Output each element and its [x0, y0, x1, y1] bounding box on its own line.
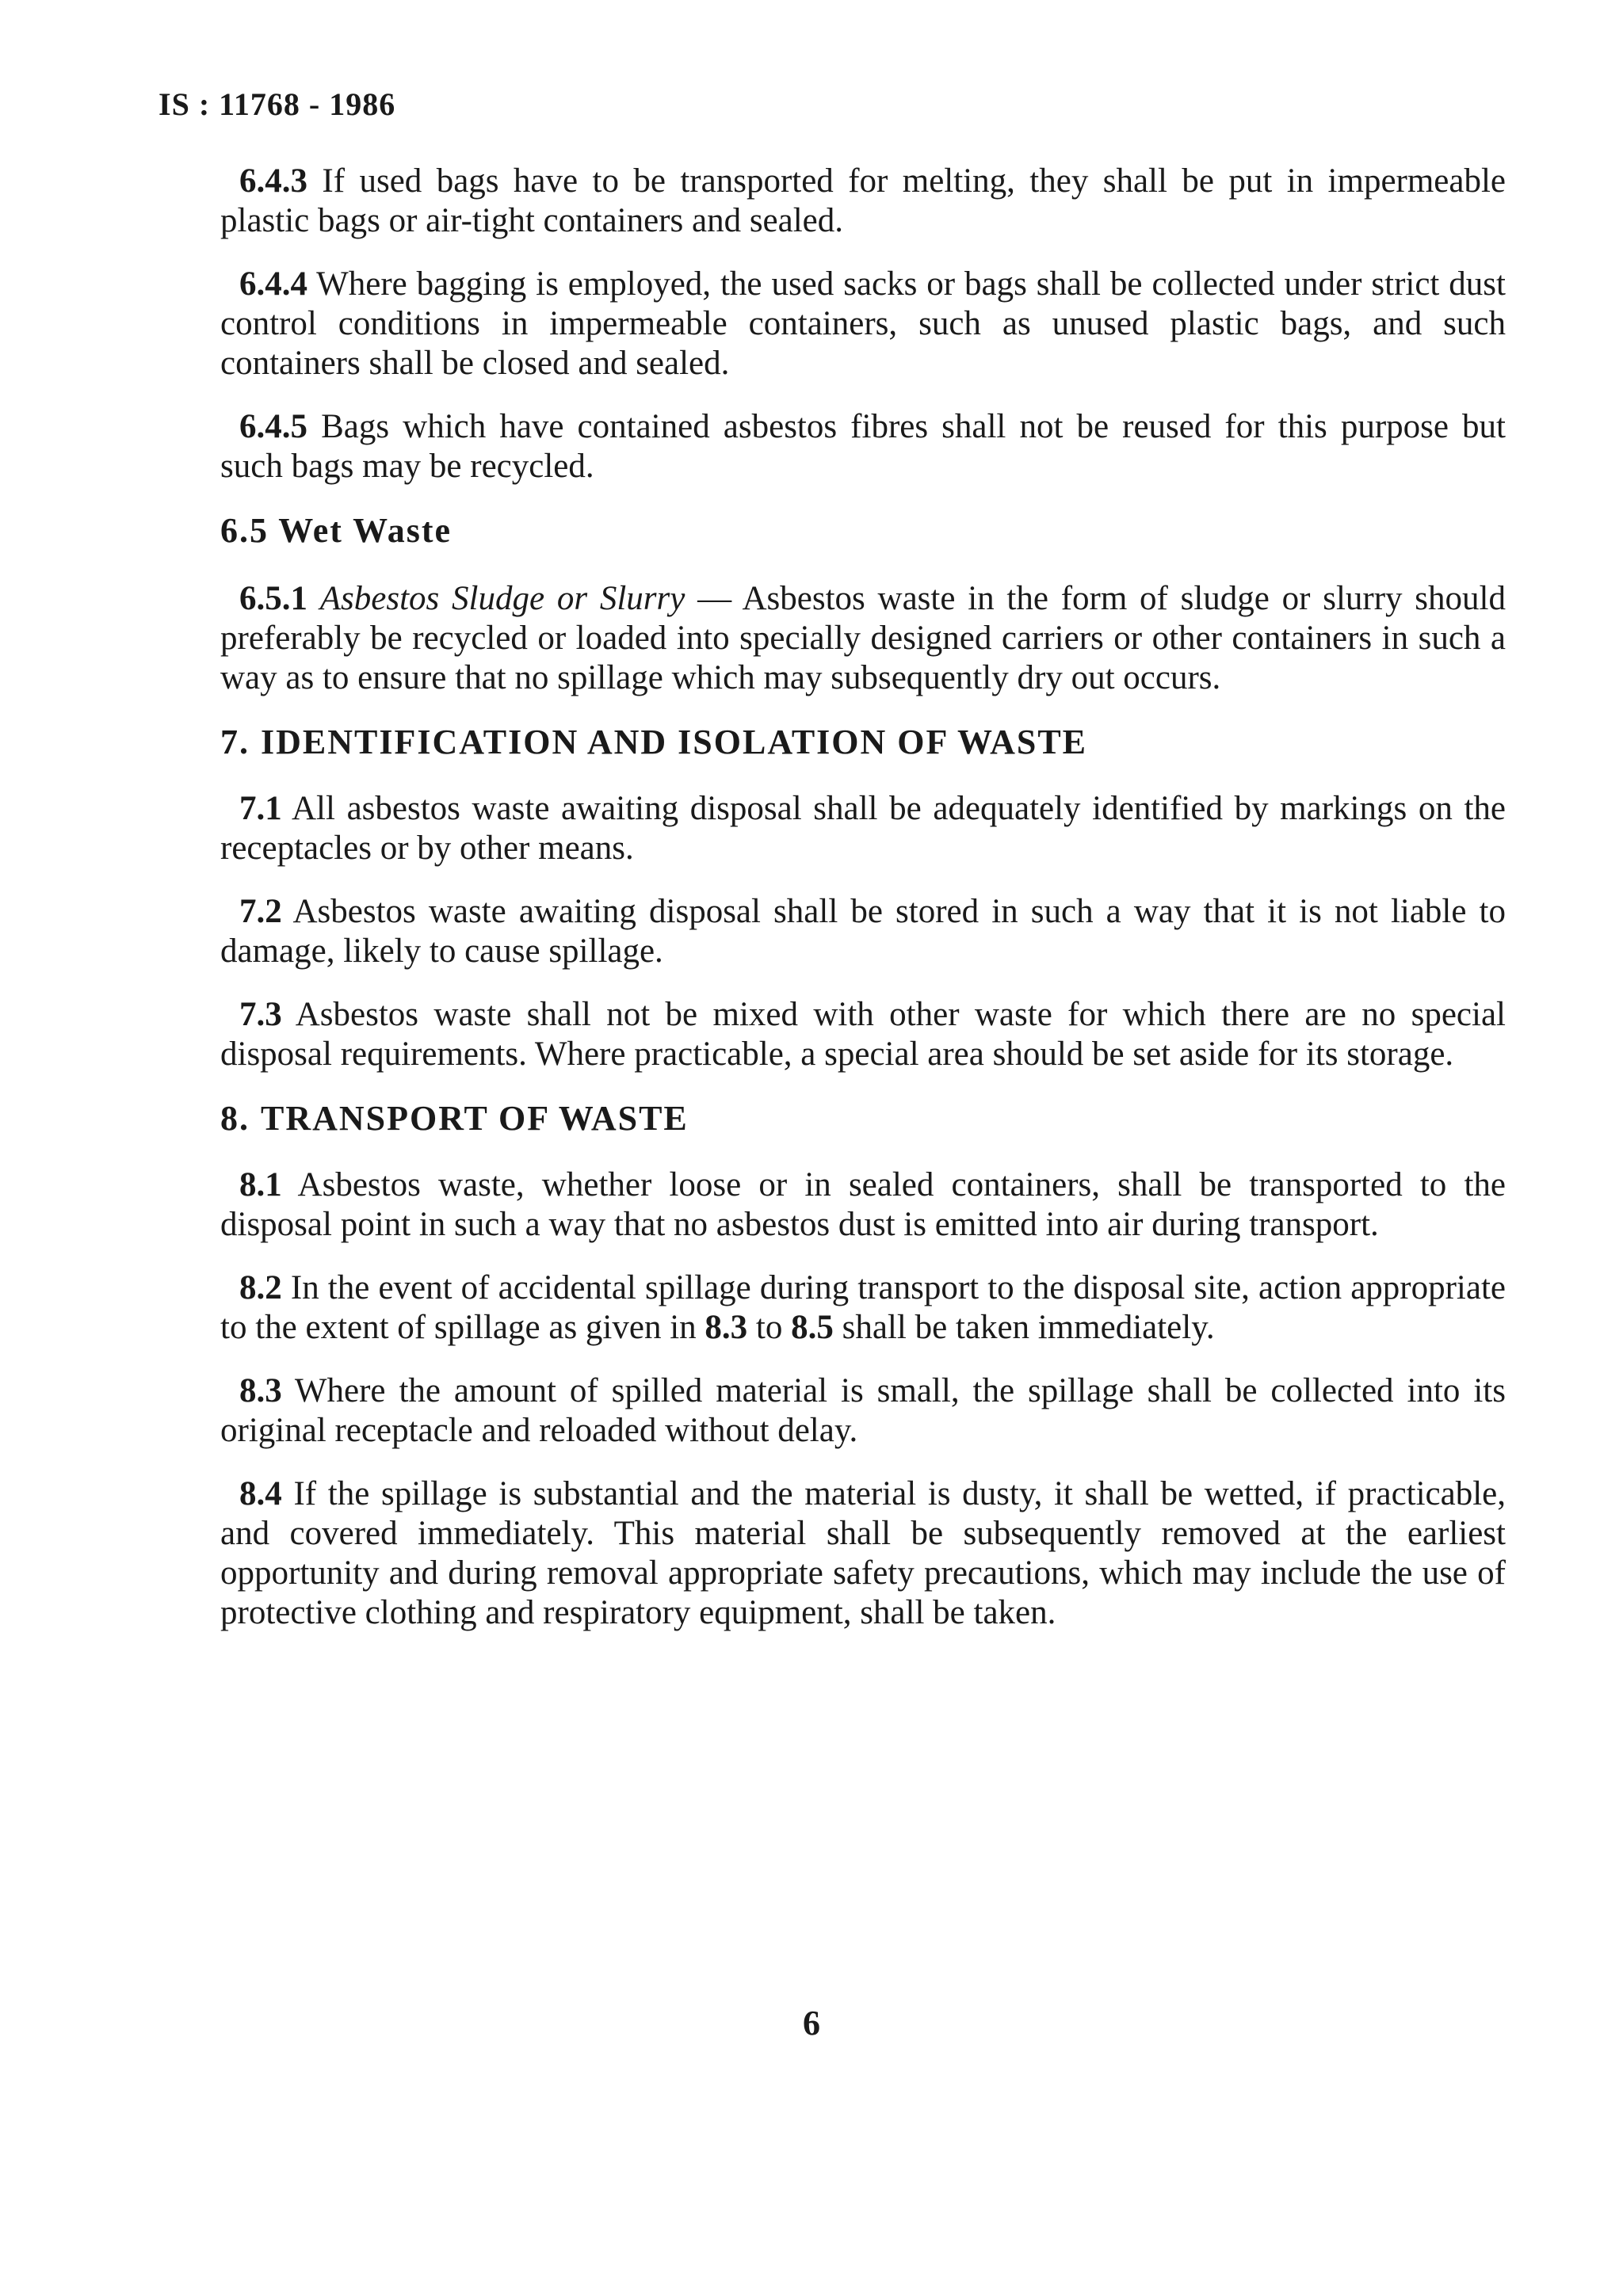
clause-number: 7.1	[239, 790, 282, 827]
paragraph-8-4	[220, 1474, 1506, 1633]
clause-text: All asbestos waste awaiting disposal shall be adequately identified by markings on the receptacles or by other means.	[220, 790, 1506, 867]
clause-text: If the spillage is substantial and the material is dusty, it shall be wetted, if practicable, and covered immediately. This material shall be subsequently removed at the earliest opportunity and during removal appropriate safety precautions, which may include the use of protective clothing and respiratory equipment, shall be taken.	[220, 1475, 1507, 1631]
clause-text: In the event of accidental spillage during transport to the disposal site, action appropriate to the extent of spillage as given in	[220, 1269, 1507, 1346]
clause-number: 6.5.1	[239, 580, 307, 617]
paragraph-8-3	[220, 1371, 1506, 1451]
clause-text: to	[747, 1309, 792, 1346]
clause-number: 6.4.5	[239, 408, 307, 445]
subheading-wet-waste: 6.5 Wet Waste	[220, 511, 453, 550]
page-number: 6	[803, 2004, 820, 2042]
paragraph-7-2	[220, 892, 1506, 971]
clause-text: Asbestos waste in the form of sludge or slurry should preferably be recycled or loaded into specially designed carriers or other containers in such a way as to ensure that no spillage which may subsequently dry out occurs.	[220, 580, 1506, 696]
section-heading-8	[220, 1098, 1506, 1138]
clause-reference: 8.5	[791, 1309, 834, 1346]
clause-number: 8.4	[239, 1475, 282, 1512]
section-title: TRANSPORT OF WASTE	[261, 1099, 689, 1138]
clause-text: Asbestos waste, whether loose or in sealed containers, shall be transported to the disposal point in such a way that no asbestos dust is emitted into air during transport.	[220, 1166, 1506, 1243]
clause-title: Asbestos Sludge or Slurry	[319, 580, 685, 617]
paragraph-8-1	[220, 1165, 1506, 1245]
clause-text: shall be taken immediately.	[833, 1309, 1215, 1346]
paragraph-6-4-3	[220, 162, 1506, 241]
section-number: 7.	[220, 723, 250, 761]
paragraph-6-4-5	[220, 407, 1506, 486]
section-number: 8.	[220, 1099, 250, 1138]
paragraph-7-1	[220, 789, 1506, 868]
paragraph-6-4-4	[220, 265, 1506, 383]
clause-number: 8.3	[239, 1372, 282, 1409]
paragraph-6-5-1	[220, 579, 1506, 698]
clause-dash: —	[685, 580, 743, 617]
clause-text: Where bagging is employed, the used sacks or bags shall be collected under strict dust control conditions in impermeable containers, such as unused plastic bags, and such containers shall be closed and sealed.	[220, 265, 1506, 382]
section-title: IDENTIFICATION AND ISOLATION OF WASTE	[261, 723, 1088, 761]
paragraph-8-2	[220, 1268, 1506, 1348]
clause-number: 8.1	[239, 1166, 282, 1203]
clause-text: Asbestos waste awaiting disposal shall be stored in such a way that it is not liable to damage, likely to cause spillage.	[220, 893, 1506, 970]
clause-number: 6.4.3	[239, 162, 307, 200]
clause-text: If used bags have to be transported for melting, they shall be put in impermeable plastic bags or air-tight containers and sealed.	[220, 162, 1507, 239]
clause-number: 6.4.4	[239, 265, 307, 303]
clause-number: 8.2	[239, 1269, 282, 1306]
paragraph-7-3	[220, 995, 1506, 1074]
document-header: IS : 11768 - 1986	[158, 86, 396, 122]
page-body	[220, 162, 1506, 1657]
clause-number: 7.2	[239, 893, 282, 930]
clause-number: 7.3	[239, 996, 282, 1033]
clause-text: Bags which have contained asbestos fibres shall not be reused for this purpose but such bags may be recycled.	[220, 408, 1507, 485]
section-heading-7	[220, 722, 1506, 762]
clause-reference: 8.3	[705, 1309, 748, 1346]
clause-text: Asbestos waste shall not be mixed with other waste for which there are no special disposal requirements. Where practicable, a special area should be set aside for its storage.	[220, 996, 1506, 1073]
clause-text: Where the amount of spilled material is small, the spillage shall be collected into its original receptacle and reloaded without delay.	[220, 1372, 1506, 1449]
